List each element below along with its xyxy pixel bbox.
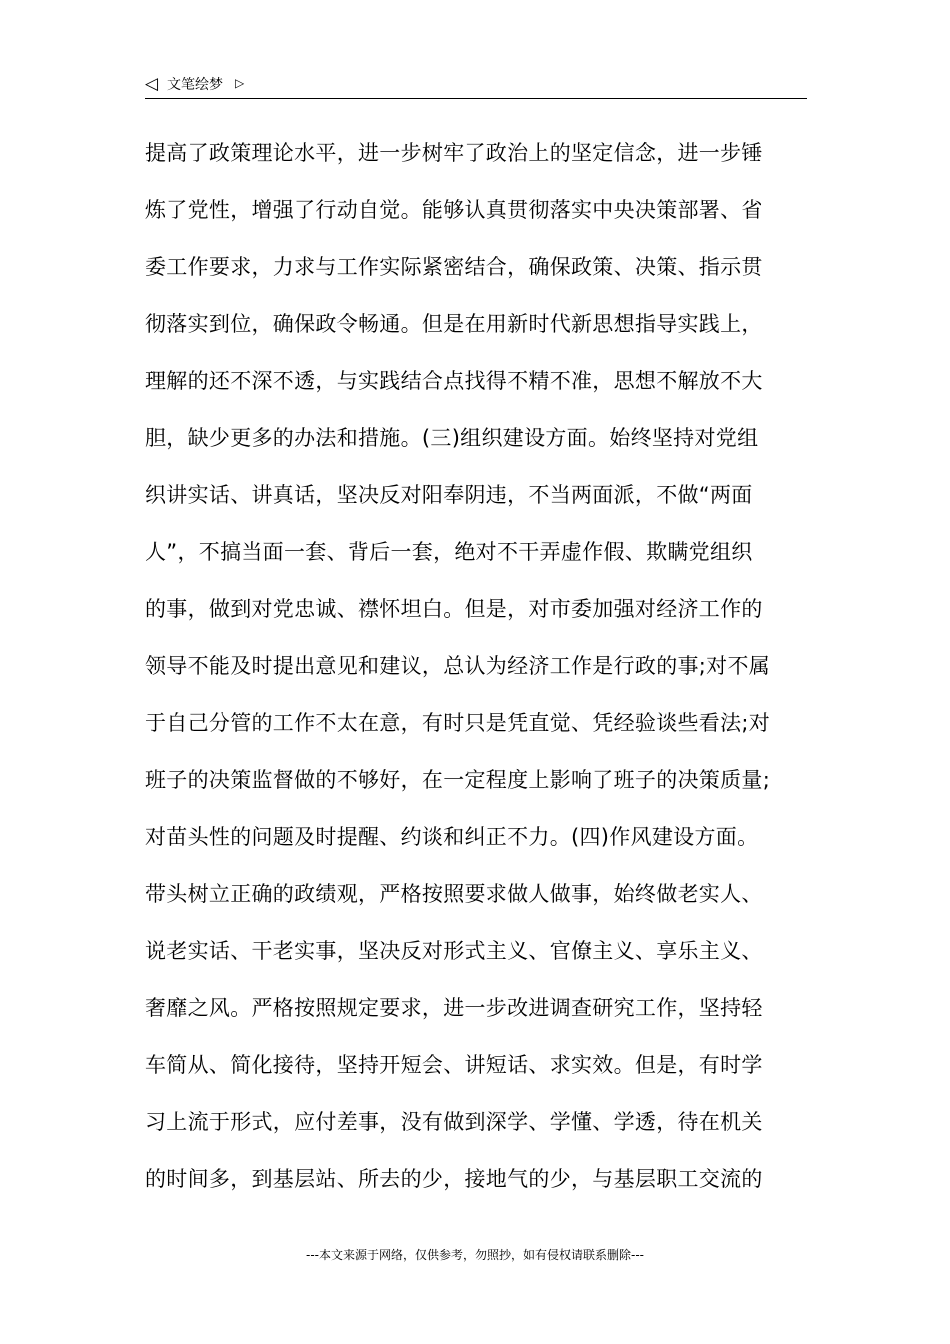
text-line: 于自己分管的工作不太在意，有时只是凭直觉、凭经验谈些看法;对 bbox=[145, 711, 771, 735]
text-line: 奢靡之风。严格按照规定要求，进一步改进调查研究工作，坚持轻 bbox=[145, 996, 763, 1020]
text-line: 对苗头性的问题及时提醒、约谈和纠正不力。(四)作风建设方面。 bbox=[145, 825, 759, 849]
left-triangle-icon: ◁ bbox=[145, 74, 159, 94]
text-line: 理解的还不深不透，与实践结合点找得不精不准，思想不解放不大 bbox=[145, 369, 763, 393]
header-title: 文笔绘梦 bbox=[167, 77, 223, 93]
text-line: 的事，做到对党忠诚、襟怀坦白。但是，对市委加强对经济工作的 bbox=[145, 597, 763, 621]
text-line: 带头树立正确的政绩观，严格按照要求做人做事，始终做老实人、 bbox=[145, 882, 763, 906]
body-text bbox=[145, 128, 810, 1211]
text-line: 车简从、简化接待，坚持开短会、讲短话、求实效。但是，有时学 bbox=[145, 1053, 763, 1077]
text-line: 胆，缺少更多的办法和措施。(三)组织建设方面。始终坚持对党组 bbox=[145, 426, 759, 450]
text-line: 的时间多，到基层站、所去的少，接地气的少，与基层职工交流的 bbox=[145, 1167, 763, 1191]
text-line: 领导不能及时提出意见和建议，总认为经济工作是行政的事;对不属 bbox=[145, 654, 771, 678]
text-line: 习上流于形式，应付差事，没有做到深学、学懂、学透，待在机关 bbox=[145, 1110, 763, 1134]
text-line: 班子的决策监督做的不够好，在一定程度上影响了班子的决策质量; bbox=[145, 768, 771, 792]
text-line: 彻落实到位，确保政令畅通。但是在用新时代新思想指导实践上， bbox=[145, 312, 763, 336]
footer-disclaimer: ---本文来源于网络，仅供参考，勿照抄，如有侵权请联系删除--- bbox=[306, 1248, 644, 1262]
text-line: 炼了党性，增强了行动自觉。能够认真贯彻落实中央决策部署、省 bbox=[145, 198, 763, 222]
text-line: 人”，不搞当面一套、背后一套，绝对不干弄虚作假、欺瞒党组织 bbox=[145, 540, 753, 564]
page-header bbox=[145, 72, 807, 99]
text-line: 委工作要求，力求与工作实际紧密结合，确保政策、决策、指示贯 bbox=[145, 255, 763, 279]
text-line: 提高了政策理论水平，进一步树牢了政治上的坚定信念，进一步锤 bbox=[145, 141, 763, 165]
text-line: 说老实话、干老实事，坚决反对形式主义、官僚主义、享乐主义、 bbox=[145, 939, 763, 963]
right-triangle-icon: ▷ bbox=[235, 76, 245, 90]
text-line: 织讲实话、讲真话，坚决反对阳奉阴违，不当两面派，不做“两面 bbox=[145, 483, 753, 507]
